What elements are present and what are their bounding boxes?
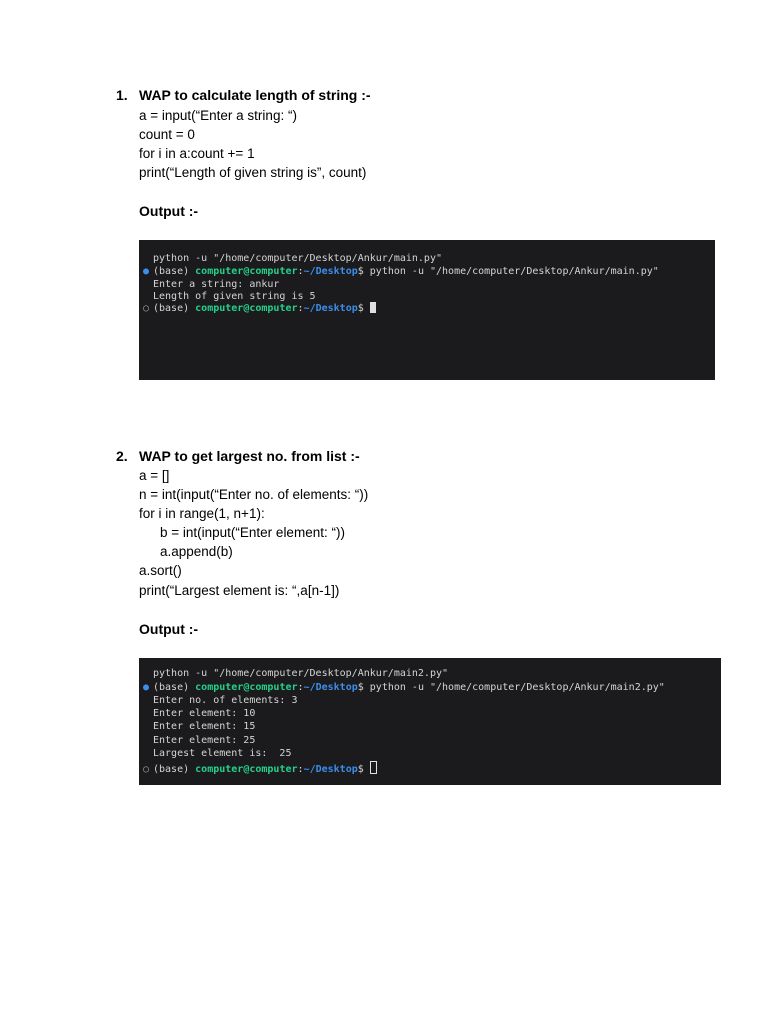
prompt-user: computer@computer	[195, 303, 298, 314]
prompt-dollar: $	[357, 764, 364, 775]
item-2-code-line: n = int(input(“Enter no. of elements: “))	[139, 487, 369, 502]
prompt-user: computer@computer	[195, 682, 298, 693]
item-1-heading: WAP to calculate length of string :-	[139, 87, 371, 103]
item-2-code-line: print(“Largest element is: “,a[n-1])	[139, 583, 340, 598]
item-1-code-line: print(“Length of given string is”, count)	[139, 165, 367, 180]
prompt-env: (base)	[153, 266, 190, 277]
prompt-colon: :	[297, 266, 304, 277]
terminal-output-line: Enter element: 15	[153, 721, 256, 732]
item-2-output-label: Output :-	[139, 621, 199, 637]
item-2-code-line: a.sort()	[139, 563, 182, 578]
prompt-path: ~/Desktop	[303, 764, 358, 775]
prompt-command: python -u "/home/computer/Desktop/Ankur/main.py"	[363, 266, 659, 277]
item-2-heading: WAP to get largest no. from list :-	[139, 448, 360, 464]
terminal-prompt-line	[143, 681, 665, 694]
item-2-code-line: for i in range(1, n+1):	[139, 506, 265, 521]
prompt-env: (base)	[153, 682, 190, 693]
item-1-code-line: a = input(“Enter a string: “)	[139, 108, 297, 123]
terminal-idle-prompt-line	[143, 761, 377, 774]
terminal-output-line: Enter a string: ankur	[153, 279, 280, 290]
terminal-output-line: Enter element: 25	[153, 735, 256, 746]
item-2-terminal-screenshot	[139, 658, 721, 785]
hollow-circle-icon: ○	[143, 303, 150, 314]
item-1-code-line: count = 0	[139, 127, 195, 142]
terminal-cursor-icon	[370, 761, 377, 774]
item-1-output-label: Output :-	[139, 203, 199, 219]
item-2-number: 2.	[116, 448, 128, 464]
item-1-code-line: for i in a:count += 1	[139, 146, 255, 161]
prompt-colon: :	[297, 303, 304, 314]
item-2-code-line: a = []	[139, 468, 170, 483]
item-2-code-line: a.append(b)	[160, 544, 233, 559]
filled-circle-icon: ●	[143, 682, 150, 693]
prompt-path: ~/Desktop	[303, 303, 358, 314]
item-1-terminal-screenshot	[139, 240, 715, 380]
filled-circle-icon: ●	[143, 266, 150, 277]
prompt-env: (base)	[153, 303, 190, 314]
terminal-output-line: Largest element is: 25	[153, 748, 292, 759]
terminal-output-line: Enter no. of elements: 3	[153, 695, 298, 706]
terminal-command-line: python -u "/home/computer/Desktop/Ankur/main.py"	[153, 253, 442, 264]
prompt-dollar: $	[357, 682, 364, 693]
prompt-colon: :	[297, 682, 304, 693]
prompt-user: computer@computer	[195, 764, 298, 775]
hollow-circle-icon: ○	[143, 764, 150, 775]
prompt-dollar: $	[357, 266, 364, 277]
terminal-command-line: python -u "/home/computer/Desktop/Ankur/main2.py"	[153, 668, 449, 679]
prompt-dollar: $	[357, 303, 364, 314]
prompt-env: (base)	[153, 764, 190, 775]
prompt-path: ~/Desktop	[303, 682, 358, 693]
terminal-output-line: Length of given string is 5	[153, 291, 316, 302]
item-1-number: 1.	[116, 87, 128, 103]
prompt-colon: :	[297, 764, 304, 775]
terminal-prompt-line	[143, 265, 659, 278]
terminal-idle-prompt-line	[143, 302, 376, 315]
item-2-code-line: b = int(input(“Enter element: “))	[160, 525, 345, 540]
prompt-command: python -u "/home/computer/Desktop/Ankur/main2.py"	[363, 682, 665, 693]
prompt-path: ~/Desktop	[303, 266, 358, 277]
terminal-output-line: Enter element: 10	[153, 708, 256, 719]
terminal-cursor-icon	[370, 302, 376, 313]
prompt-user: computer@computer	[195, 266, 298, 277]
